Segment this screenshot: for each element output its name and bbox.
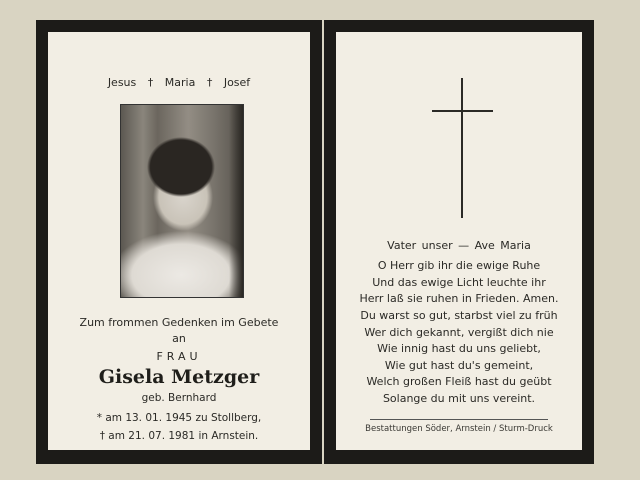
verse-line: O Herr gib ihr die ewige Ruhe — [377, 259, 541, 272]
right-card-panel — [324, 20, 594, 464]
left-card-panel — [36, 20, 322, 464]
invocation-jesus: Jesus — [107, 76, 137, 89]
verse-line: Wie gut hast du's gemeint, — [384, 358, 534, 372]
invocation-line — [48, 76, 310, 89]
portrait-photo — [120, 104, 244, 298]
small-cross-icon: † — [147, 76, 154, 89]
memory-line: Zum frommen Gedenken im Gebete — [79, 316, 279, 329]
maiden-name: geb. Bernhard — [141, 392, 217, 404]
prayer-line: Vater unser — Ave Maria — [387, 239, 531, 252]
invocation-josef: Josef — [223, 76, 251, 89]
divider — [370, 419, 548, 420]
funeral-home-line: Bestattungen Söder, Arnstein / Sturm-Druck — [365, 424, 553, 434]
small-cross-icon: † — [206, 76, 213, 89]
left-card-face — [48, 32, 310, 450]
an-line: an — [172, 332, 186, 345]
verse-line: Welch großen Fleiß hast du geübt — [366, 375, 552, 388]
birth-line: * am 13. 01. 1945 zu Stollberg, — [96, 412, 262, 424]
verse-block-1 — [336, 258, 582, 308]
right-card-face — [336, 32, 582, 450]
verse-line: Solange du mit uns vereint. — [382, 391, 536, 405]
verse-line: Du warst so gut, starbst viel zu früh — [360, 309, 558, 322]
verse-line: Wer dich gekannt, vergißt dich nie — [364, 325, 554, 339]
verse-line: Herr laß sie ruhen in Frieden. Amen. — [359, 292, 559, 305]
deceased-name: Gisela Metzger — [98, 366, 260, 388]
verse-line: Wie innig hast du uns geliebt, — [377, 342, 541, 355]
verse-block-2 — [336, 308, 582, 407]
frau-line: FRAU — [156, 350, 202, 363]
death-line: † am 21. 07. 1981 in Arnstein. — [99, 430, 259, 442]
verse-line: Und das ewige Licht leuchte ihr — [372, 275, 546, 289]
invocation-maria: Maria — [164, 76, 196, 89]
